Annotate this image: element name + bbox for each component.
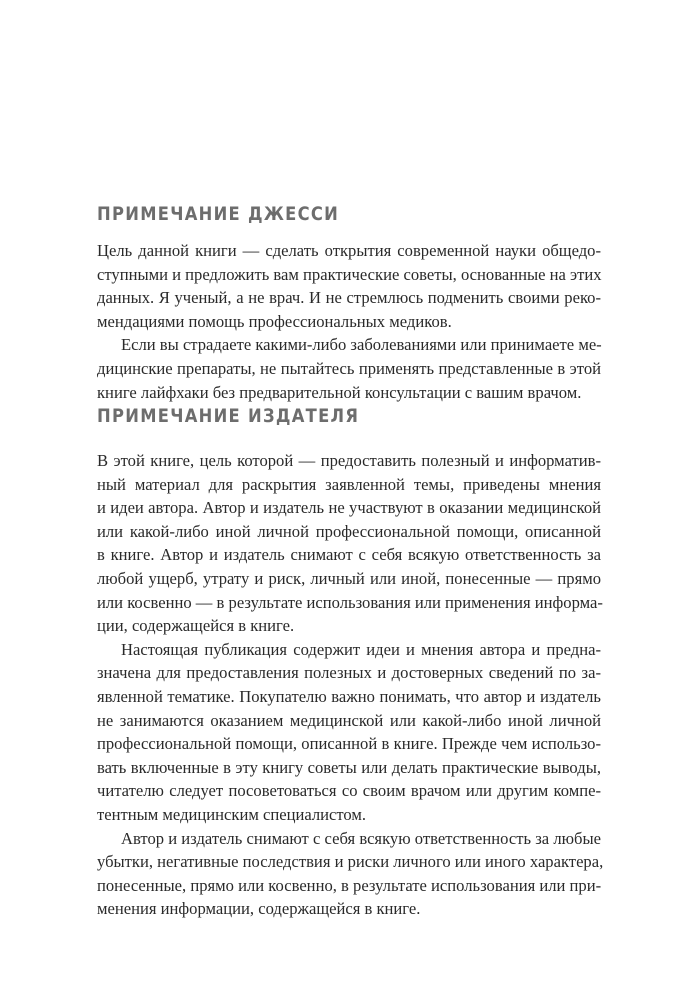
publisher-note-heading: ПРИМЕЧАНИЕ ИЗДАТЕЛЯ xyxy=(97,405,360,427)
text-line: и идеи автора. Автор и издатель не участвуют в оказании медицинской xyxy=(97,498,601,518)
text-line: данных. Я ученый, а не врач. И не стремлюсь подменить своими реко- xyxy=(97,288,601,308)
text-line: Настоящая публикация содержит идеи и мнения автора и предна- xyxy=(121,639,601,659)
text-line: не занимаются оказанием медицинской или какой-либо иной личной xyxy=(97,710,601,730)
publisher-note-text xyxy=(97,449,604,921)
text-line: вать включенные в эту книгу советы или делать практические выводы, xyxy=(97,757,601,777)
text-line: Цель данной книги — сделать открытия современной науки общедо- xyxy=(97,241,601,260)
text-line: любой ущерб, утрату и риск, личный или иной, понесенные — прямо xyxy=(97,568,601,588)
text-line: значена для предоставления полезных и достоверных сведений по за- xyxy=(97,663,601,683)
text-line: Если вы страдаете какими-либо заболеваниями или принимаете ме- xyxy=(121,335,602,355)
text-line: или какой-либо иной личной профессиональной помощи, описанной xyxy=(97,521,601,541)
text-line: или косвенно — в результате использования или применения информа- xyxy=(97,592,603,612)
text-line: ступными и предложить вам практические советы, основанные на этих xyxy=(97,264,602,284)
text-line: ции, содержащейся в книге. xyxy=(97,616,295,636)
text-line: мендациями помощь профессиональных медиков. xyxy=(97,311,452,331)
text-line: профессиональной помощи, описанной в книге. Прежде чем использо- xyxy=(97,734,601,754)
text-line: Автор и издатель снимают с себя всякую ответственность за любые xyxy=(121,828,601,848)
text-line: явленной тематике. Покупателю важно понимать, что автор и издатель xyxy=(97,686,601,706)
text-line: читателю следует посоветоваться со своим врачом или другим компе- xyxy=(97,781,601,801)
text-line: понесенные, прямо или косвенно, в результате использования или при- xyxy=(97,875,602,895)
text-line: менения информации, содержащейся в книге. xyxy=(97,899,421,919)
text-line: В этой книге, цель которой — предоставить полезный и информатив- xyxy=(97,451,601,470)
text-line: убытки, негативные последствия и риски личного или иного характера, xyxy=(97,852,604,872)
text-line: дицинские препараты, не пытайтесь применять представленные в этой xyxy=(97,358,601,378)
text-line: тентным медицинским специалистом. xyxy=(97,804,367,824)
text-line: в книге. Автор и издатель снимают с себя всякую ответственность за xyxy=(97,545,601,565)
jessie-note-text xyxy=(97,239,601,404)
text-line: книге лайфхаки без предварительной консультации с вашим врачом. xyxy=(97,382,582,402)
jessie-note-heading: ПРИМЕЧАНИЕ ДЖЕССИ xyxy=(97,203,340,225)
text-line: ный материал для раскрытия заявленной темы, приведены мнения xyxy=(97,474,601,494)
